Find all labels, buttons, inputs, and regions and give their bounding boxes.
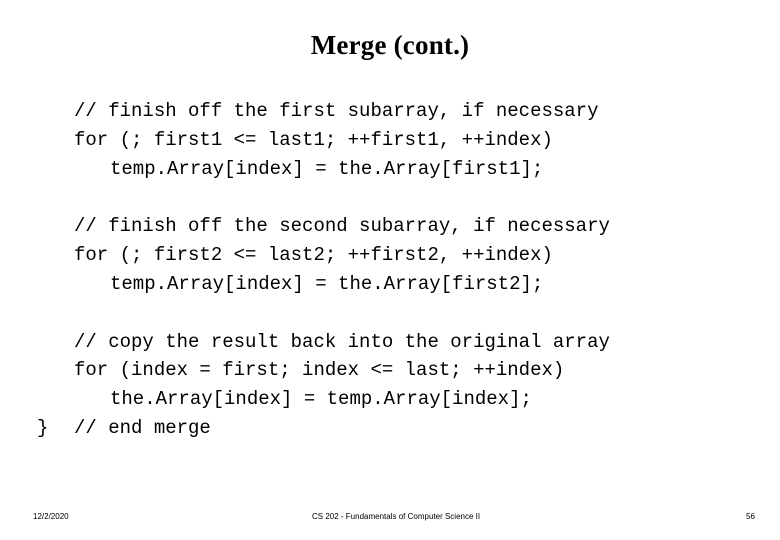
code-comment: // finish off the second subarray, if necessary [74, 215, 610, 237]
code-comment: // copy the result back into the original array [74, 331, 610, 353]
slide-title: Merge (cont.) [310, 30, 470, 60]
code-line: temp.Array[index] = the.Array[first1]; [110, 158, 544, 180]
code-line: for (index = first; index <= last; ++index) [74, 359, 565, 381]
footer-page-number: 56 [746, 512, 755, 521]
footer-course: CS 202 - Fundamentals of Computer Science II [312, 512, 481, 521]
code-line: the.Array[index] = temp.Array[index]; [110, 388, 532, 410]
code-line: temp.Array[index] = the.Array[first2]; [110, 273, 544, 295]
code-line: for (; first2 <= last2; ++first2, ++index) [74, 244, 553, 266]
footer-date: 12/2/2020 [33, 512, 69, 521]
code-comment: // finish off the first subarray, if necessary [74, 100, 599, 122]
code-comment: // end merge [74, 417, 211, 439]
closing-brace: } [37, 417, 49, 439]
code-line: for (; first1 <= last1; ++first1, ++index) [74, 129, 553, 151]
